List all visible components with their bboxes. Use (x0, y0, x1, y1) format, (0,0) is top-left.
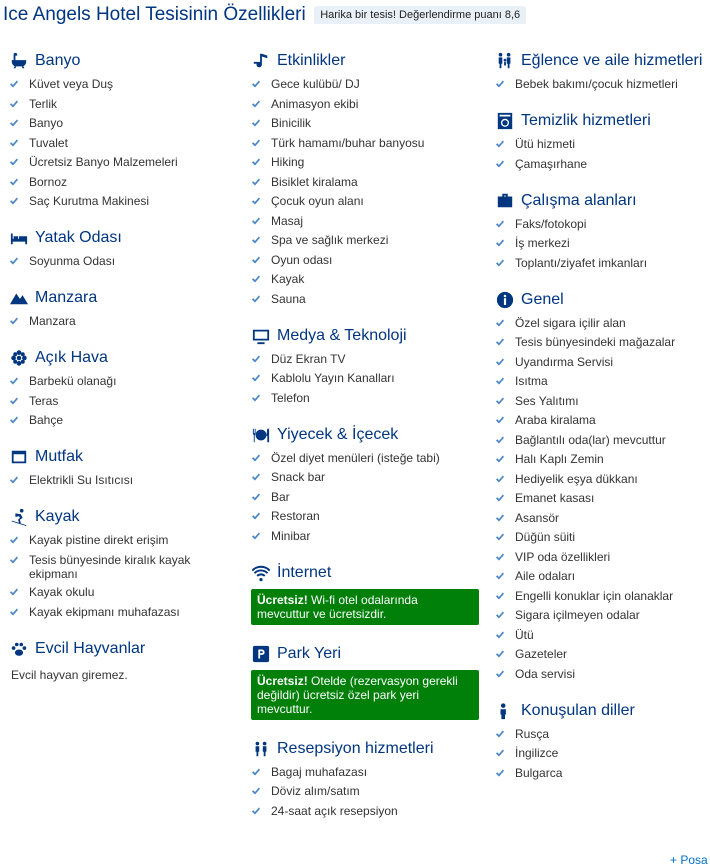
feature-item (495, 433, 707, 448)
feature-label: Bar (271, 489, 290, 504)
feature-label: Ücretsiz Banyo Malzemeleri (29, 155, 178, 169)
feature-item (495, 217, 707, 232)
feature-label: Isıtma (515, 374, 548, 388)
feature-item (495, 727, 707, 742)
section-yiyecek-icecek (251, 422, 479, 544)
feature-item (9, 254, 239, 269)
feature-label: Kayak pistine direkt erişim (29, 533, 169, 547)
feature-label: Faks/fotokopi (515, 216, 587, 231)
checkmark-icon (9, 254, 29, 269)
feature-item (251, 490, 479, 505)
checkmark-icon (9, 97, 29, 112)
section-title: Etkinlikler (277, 52, 346, 69)
section-title: Konuşulan diller (521, 701, 635, 719)
feature-item (9, 394, 239, 409)
section-internet (251, 560, 479, 625)
feature-item (9, 136, 239, 151)
checkmark-icon (9, 314, 29, 329)
feature-item (9, 533, 239, 548)
feature-label: Toplantı/ziyafet imkanları (515, 255, 648, 270)
feature-label: Elektrikli Su Isıtıcısı (29, 473, 134, 487)
checkmark-icon (9, 194, 29, 209)
bathtub-icon (9, 51, 29, 71)
section-title: Temizlik hizmetleri (521, 112, 651, 129)
feature-label: Bahçe (29, 413, 64, 427)
feature-item (495, 589, 707, 604)
feature-item (495, 647, 707, 662)
section-title: Mutfak (35, 448, 84, 465)
feature-label: Masaj (271, 213, 304, 228)
section-title: Park Yeri (277, 644, 342, 662)
feature-label: VIP oda özellikleri (515, 549, 611, 564)
checkmark-icon (495, 569, 515, 584)
feature-label: Asansör (515, 510, 560, 525)
checkmark-icon (495, 608, 515, 623)
person-speaking-icon (495, 701, 515, 721)
section-title: Açık Hava (35, 349, 108, 366)
feature-label: Kayak ekipmanı muhafazası (29, 604, 180, 619)
feature-item (251, 253, 479, 268)
section-eglence-aile (495, 48, 707, 92)
feature-item (251, 155, 479, 170)
feature-item (251, 136, 479, 151)
feature-item (495, 569, 707, 584)
checkmark-icon (495, 472, 515, 487)
section-konusulan-diller (495, 698, 707, 781)
checkmark-icon (495, 766, 515, 781)
feature-label: Çocuk oyun alanı (271, 194, 364, 208)
feature-item (9, 175, 239, 190)
checkmark-icon (495, 746, 515, 761)
info-icon (495, 290, 515, 310)
feature-label: Kayak (271, 272, 305, 286)
checkmark-icon (495, 77, 515, 92)
feature-item (251, 352, 479, 367)
feature-item (495, 628, 707, 643)
section-title: Medya & Teknoloji (277, 326, 407, 344)
feature-item (9, 116, 239, 131)
feature-item (251, 214, 479, 229)
feature-list (495, 727, 707, 781)
checkmark-icon (495, 550, 515, 565)
feature-item (495, 77, 707, 92)
feature-item (251, 804, 479, 819)
checkmark-icon (495, 413, 515, 428)
feature-label: Teras (29, 393, 59, 408)
checkmark-icon (251, 214, 271, 229)
section-manzara (9, 285, 239, 329)
checkmark-icon (495, 727, 515, 742)
feature-label: 24-saat açık resepsiyon (271, 803, 398, 818)
feature-list (495, 316, 707, 682)
mountain-icon (9, 288, 29, 308)
page-header (3, 4, 526, 26)
section-title: Manzara (35, 289, 98, 306)
feature-label: Kablolu Yayın Kanalları (271, 371, 395, 385)
feature-label: Restoran (271, 509, 320, 523)
internet-info-box: Ücretsiz! Wi-fi otel odalarında mevcuttur ve ücretsizdir. (251, 589, 479, 625)
feature-list (495, 77, 707, 92)
checkmark-icon (495, 452, 515, 467)
feature-label: Sauna (271, 291, 306, 306)
checkmark-icon (251, 529, 271, 544)
feature-item (495, 530, 707, 545)
facilities-column-1 (9, 48, 239, 698)
feature-item (9, 374, 239, 389)
paw-icon (9, 639, 29, 659)
checkmark-icon (9, 116, 29, 131)
feature-list (495, 137, 707, 172)
checkmark-icon (251, 804, 271, 819)
pets-policy-text: Evcil hayvan giremez. (11, 667, 128, 682)
feature-item (9, 97, 239, 112)
feature-label: Özel sigara içilir alan (515, 315, 626, 330)
skier-icon (9, 507, 29, 527)
feature-item (9, 473, 239, 488)
feature-list (251, 77, 479, 307)
feature-label: Snack bar (271, 470, 326, 484)
section-title: İnternet (277, 563, 332, 581)
feature-label: Animasyon ekibi (271, 96, 359, 111)
checkmark-icon (251, 97, 271, 112)
feature-item (251, 292, 479, 307)
checkmark-icon (251, 272, 271, 287)
checkmark-icon (251, 470, 271, 485)
feature-label: Bulgarca (515, 765, 563, 780)
feature-label: Türk hamamı/buhar banyosu (271, 135, 425, 150)
reception-icon (251, 739, 271, 759)
washing-machine-icon (495, 111, 515, 131)
feature-label: Tesis bünyesindeki mağazalar (515, 335, 676, 349)
feature-label: Ütü (515, 627, 534, 642)
feature-item (495, 157, 707, 172)
feature-label: Bagaj muhafazası (271, 764, 368, 779)
page-title: Ice Angels Hotel Tesisinin Özellikleri (3, 4, 306, 25)
section-medya-teknoloji (251, 323, 479, 406)
feature-label: Oda servisi (515, 666, 576, 681)
feature-item (495, 550, 707, 565)
feature-label: Oyun odası (271, 252, 333, 267)
section-calisma-alanlari (495, 188, 707, 271)
checkmark-icon (9, 374, 29, 389)
dining-icon (251, 425, 271, 445)
feature-item (251, 97, 479, 112)
section-acik-hava (9, 345, 239, 428)
feature-list (251, 451, 479, 544)
feature-item (251, 391, 479, 406)
feature-label: Manzara (29, 314, 76, 328)
checkmark-icon (495, 137, 515, 152)
feature-label: Spa ve sağlık merkezi (271, 233, 389, 247)
feature-list (9, 473, 239, 488)
feature-item (495, 335, 707, 350)
checkmark-icon (495, 355, 515, 370)
section-title: Kayak (35, 508, 80, 525)
feature-item (495, 413, 707, 428)
checkmark-icon (495, 236, 515, 251)
feature-label: İngilizce (515, 746, 559, 760)
feature-item (9, 585, 239, 600)
parking-info-box: Ücretsiz! Otelde (rezervasyon gerekli değildir) ücretsiz özel park yeri mevcuttur. (251, 670, 479, 720)
flower-icon (9, 348, 29, 368)
feature-item (495, 746, 707, 761)
feature-item (495, 355, 707, 370)
feature-label: Uyandırma Servisi (515, 354, 614, 369)
feature-list (251, 765, 479, 819)
feature-item (9, 194, 239, 209)
section-genel (495, 287, 707, 682)
section-title: Evcil Hayvanlar (35, 639, 146, 657)
feature-item (495, 316, 707, 331)
feature-item (495, 374, 707, 389)
section-banyo (9, 48, 239, 209)
feature-label: Binicilik (271, 116, 312, 130)
checkmark-icon (9, 175, 29, 190)
feature-item (251, 116, 479, 131)
section-evcil-hayvanlar (9, 636, 239, 682)
feature-item (9, 77, 239, 92)
feature-label: Ütü hizmeti (515, 137, 576, 151)
feature-item (9, 413, 239, 428)
checkmark-icon (9, 585, 29, 600)
checkmark-icon (251, 490, 271, 505)
feature-label: Rusça (515, 726, 550, 741)
checkmark-icon (495, 256, 515, 271)
feature-item (251, 529, 479, 544)
feature-label: Telefon (271, 390, 310, 405)
feature-item (251, 233, 479, 248)
feature-label: İş merkezi (515, 236, 570, 250)
feature-label: Engelli konuklar için olanaklar (515, 588, 674, 603)
facilities-column-3 (495, 48, 707, 797)
more-link[interactable]: + Posa (670, 853, 708, 867)
feature-label: Gazeteler (515, 647, 568, 661)
feature-label: Emanet kasası (515, 491, 595, 505)
feature-item (251, 175, 479, 190)
feature-label: Bisiklet kiralama (271, 174, 358, 189)
bed-icon (9, 228, 29, 248)
section-resepsiyon (251, 736, 479, 819)
section-title: Resepsiyon hizmetleri (277, 739, 434, 757)
checkmark-icon (251, 765, 271, 780)
feature-item (251, 509, 479, 524)
checkmark-icon (495, 667, 515, 682)
checkmark-icon (495, 374, 515, 389)
family-icon (495, 51, 515, 71)
feature-list (9, 254, 239, 269)
feature-item (9, 314, 239, 329)
checkmark-icon (495, 647, 515, 662)
feature-item (495, 137, 707, 152)
checkmark-icon (251, 116, 271, 131)
feature-item (9, 553, 239, 581)
feature-label: Araba kiralama (515, 413, 596, 427)
checkmark-icon (251, 784, 271, 799)
checkmark-icon (251, 509, 271, 524)
feature-list (495, 217, 707, 271)
checkmark-icon (9, 155, 29, 170)
section-mutfak (9, 444, 239, 488)
feature-label: Ses Yalıtımı (515, 393, 579, 408)
score-badge: Harika bir tesis! Değerlendirme puanı 8,6 (314, 6, 526, 24)
checkmark-icon (495, 316, 515, 331)
checkmark-icon (9, 605, 29, 620)
feature-label: Hediyelik eşya dükkanı (515, 471, 638, 486)
feature-item (495, 472, 707, 487)
wifi-icon (251, 563, 271, 583)
checkmark-icon (251, 175, 271, 190)
checkmark-icon (9, 394, 29, 409)
feature-item (251, 272, 479, 287)
checkmark-icon (251, 292, 271, 307)
feature-item (251, 77, 479, 92)
checkmark-icon (495, 511, 515, 526)
section-title: Banyo (35, 52, 81, 69)
section-title: Genel (521, 290, 564, 308)
checkmark-icon (251, 155, 271, 170)
feature-label: Aile odaları (515, 569, 576, 583)
section-etkinlikler (251, 48, 479, 307)
feature-label: Barbekü olanağı (29, 374, 117, 388)
feature-item (495, 511, 707, 526)
parking-icon (251, 644, 271, 664)
feature-item (495, 766, 707, 781)
checkmark-icon (251, 233, 271, 248)
checkmark-icon (495, 589, 515, 604)
checkmark-icon (9, 413, 29, 428)
kitchen-icon (9, 447, 29, 467)
feature-item (495, 491, 707, 506)
feature-label: Düğün süiti (515, 530, 576, 544)
feature-label: Banyo (29, 116, 64, 130)
section-title: Eğlence ve aile hizmetleri (521, 52, 703, 69)
feature-item (495, 452, 707, 467)
facilities-column-2 (251, 48, 479, 835)
section-yatak-odasi (9, 225, 239, 269)
feature-label: Sigara içilmeyen odalar (515, 608, 640, 622)
feature-item (495, 667, 707, 682)
feature-label: Gece kulübü/ DJ (271, 77, 360, 91)
section-park-yeri (251, 641, 479, 720)
feature-label: Soyunma Odası (29, 254, 116, 268)
checkmark-icon (495, 491, 515, 506)
section-temizlik (495, 108, 707, 172)
feature-item (251, 765, 479, 780)
feature-label: Saç Kurutma Makinesi (29, 194, 150, 208)
checkmark-icon (9, 77, 29, 92)
feature-list (9, 77, 239, 209)
feature-item (251, 371, 479, 386)
feature-label: Bebek bakımı/çocuk hizmetleri (515, 77, 678, 91)
feature-label: Küvet veya Duş (29, 77, 114, 91)
feature-label: Terlik (29, 96, 58, 111)
checkmark-icon (495, 335, 515, 350)
feature-list (251, 352, 479, 406)
checkmark-icon (251, 253, 271, 268)
tv-icon (251, 326, 271, 346)
feature-label: Minibar (271, 528, 311, 543)
feature-item (251, 784, 479, 799)
feature-label: Döviz alım/satım (271, 784, 360, 798)
checkmark-icon (495, 157, 515, 172)
checkmark-icon (251, 391, 271, 406)
feature-item (9, 155, 239, 170)
feature-list (9, 314, 239, 329)
feature-item (251, 451, 479, 466)
checkmark-icon (251, 194, 271, 209)
checkmark-icon (251, 77, 271, 92)
checkmark-icon (495, 433, 515, 448)
feature-label: Bornoz (29, 174, 68, 189)
checkmark-icon (495, 394, 515, 409)
checkmark-icon (9, 136, 29, 151)
feature-label: Hiking (271, 155, 305, 169)
feature-item (495, 394, 707, 409)
checkmark-icon (9, 553, 29, 568)
feature-item (9, 605, 239, 620)
feature-item (495, 236, 707, 251)
checkmark-icon (251, 371, 271, 386)
section-title: Yiyecek & İçecek (277, 425, 399, 443)
checkmark-icon (251, 451, 271, 466)
feature-item (251, 194, 479, 209)
feature-label: Kayak okulu (29, 585, 95, 599)
feature-label: Tesis bünyesinde kiralık kayak ekipmanı (29, 552, 191, 581)
feature-item (495, 608, 707, 623)
feature-label: Düz Ekran TV (271, 351, 346, 366)
feature-item (251, 470, 479, 485)
checkmark-icon (495, 628, 515, 643)
feature-label: Halı Kaplı Zemin (515, 452, 604, 466)
checkmark-icon (251, 136, 271, 151)
feature-list (9, 533, 239, 620)
section-title: Çalışma alanları (521, 191, 637, 209)
activities-icon (251, 51, 271, 71)
feature-item (495, 256, 707, 271)
checkmark-icon (9, 533, 29, 548)
briefcase-icon (495, 191, 515, 211)
checkmark-icon (495, 530, 515, 545)
checkmark-icon (9, 473, 29, 488)
checkmark-icon (251, 352, 271, 367)
checkmark-icon (495, 217, 515, 232)
section-kayak (9, 504, 239, 620)
feature-label: Bağlantılı oda(lar) mevcuttur (515, 432, 666, 447)
section-title: Yatak Odası (35, 229, 122, 246)
feature-list (9, 374, 239, 428)
feature-label: Özel diyet menüleri (isteğe tabi) (271, 450, 440, 465)
feature-label: Tuvalet (29, 135, 68, 150)
feature-label: Çamaşırhane (515, 156, 588, 171)
